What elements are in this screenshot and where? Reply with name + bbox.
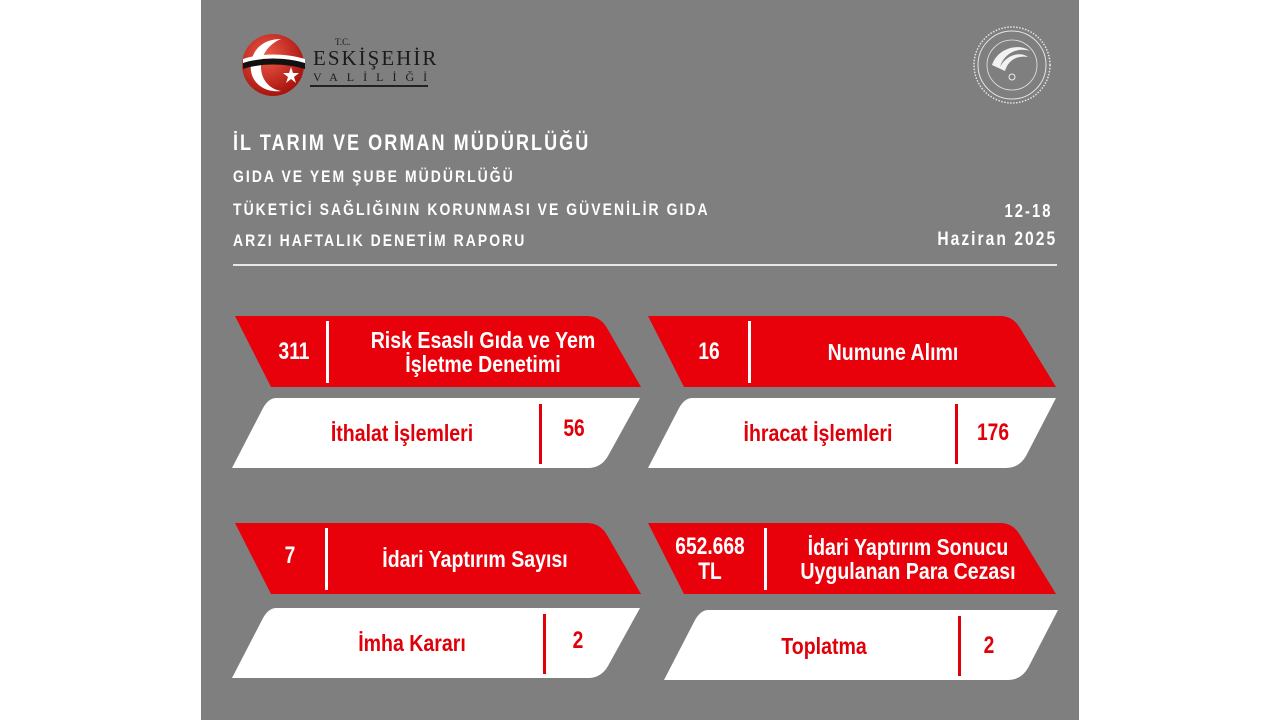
ministry-seal-icon bbox=[972, 25, 1052, 105]
card-label-line1: İdari Yaptırım Sonucu bbox=[807, 533, 1009, 560]
logo-city: ESKİŞEHİR bbox=[313, 46, 439, 70]
header-line4: ARZI HAFTALIK DENETİM RAPORU bbox=[233, 231, 527, 250]
card-value: 311 bbox=[278, 338, 310, 366]
card-fine-amount bbox=[648, 523, 1058, 595]
logo-sub: VALİLİĞİ bbox=[313, 70, 437, 84]
card-recall bbox=[664, 610, 1074, 682]
card-separator bbox=[325, 528, 328, 590]
logo-underline bbox=[310, 85, 428, 87]
card-separator bbox=[326, 321, 329, 383]
logo-tc: T.C. bbox=[335, 37, 351, 47]
header-divider bbox=[233, 264, 1057, 266]
card-value: 7 bbox=[284, 542, 296, 570]
card-label: İthalat İşlemleri bbox=[330, 419, 474, 446]
card-destruction bbox=[232, 608, 642, 680]
card-label: İmha Kararı bbox=[358, 629, 466, 656]
card-value: 652.668 bbox=[675, 532, 745, 560]
date-month: Haziran 2025 bbox=[937, 229, 1057, 250]
card-value: 2 bbox=[983, 632, 995, 660]
card-value: 56 bbox=[563, 415, 585, 443]
card-label: İhracat İşlemleri bbox=[743, 419, 893, 446]
card-separator bbox=[543, 614, 546, 674]
card-label-line2: Uygulanan Para Cezası bbox=[800, 558, 1016, 584]
card-label-line2: İşletme Denetimi bbox=[405, 351, 561, 377]
date-range: 12-18 bbox=[1004, 201, 1053, 221]
card-value-unit: TL bbox=[698, 558, 722, 585]
eskisehir-logo-icon bbox=[241, 33, 307, 97]
card-risk-inspection bbox=[235, 316, 645, 388]
card-label: Numune Alımı bbox=[827, 338, 959, 365]
card-sampling bbox=[648, 316, 1058, 388]
card-value: 176 bbox=[976, 419, 1010, 447]
header-title: İL TARIM VE ORMAN MÜDÜRLÜĞÜ bbox=[233, 130, 591, 155]
card-value: 2 bbox=[572, 627, 584, 655]
header-line3: TÜKETİCİ SAĞLIĞININ KORUNMASI VE GÜVENİLİR GIDA bbox=[233, 200, 710, 219]
card-label: İdari Yaptırım Sayısı bbox=[382, 545, 568, 572]
card-separator bbox=[764, 528, 767, 590]
card-sanction-count bbox=[235, 523, 645, 595]
header-subtitle: GIDA VE YEM ŞUBE MÜDÜRLÜĞÜ bbox=[233, 167, 515, 186]
card-imports bbox=[232, 398, 642, 470]
card-separator bbox=[748, 321, 751, 383]
card-separator bbox=[958, 616, 961, 676]
card-exports bbox=[648, 398, 1058, 470]
card-label: Toplatma bbox=[781, 632, 867, 659]
card-separator bbox=[539, 404, 542, 464]
card-value: 16 bbox=[698, 338, 720, 366]
report-page bbox=[201, 0, 1079, 720]
card-label-line1: Risk Esaslı Gıda ve Yem bbox=[370, 326, 596, 353]
card-separator bbox=[955, 404, 958, 464]
